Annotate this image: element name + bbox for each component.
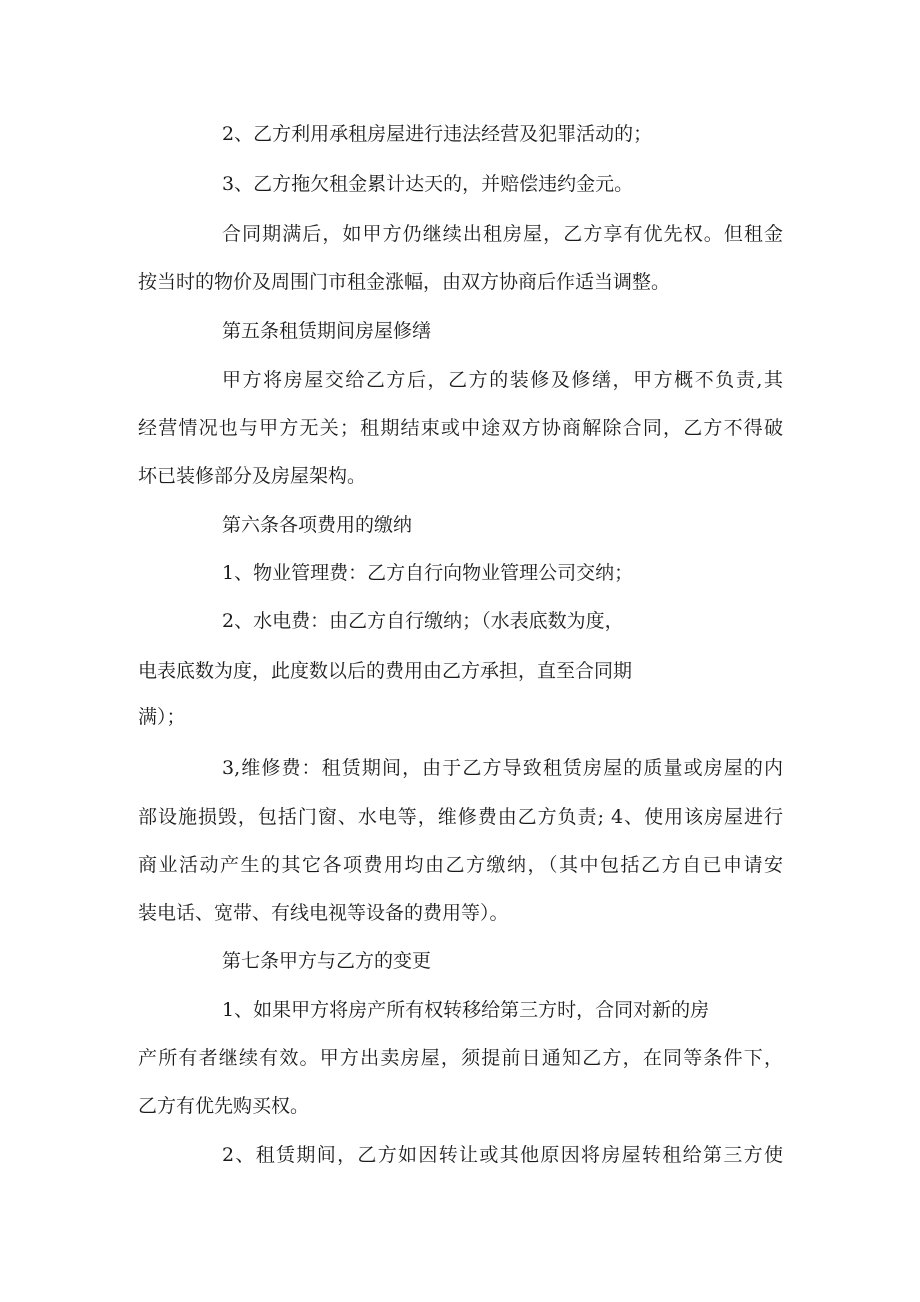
clause-item-2-illegal-use: 2、乙方利用承租房屋进行违法经营及犯罪活动的； <box>222 123 653 145</box>
clause-item-3-rent-arrears: 3、乙方拖欠租金累计达天的，并赔偿违约金元。 <box>222 173 634 195</box>
clause-item-2-utilities-line-1: 2、水电费：由乙方自行缴纳；（水表底数为度， <box>222 610 624 632</box>
clause-item-1-ownership-transfer-line-1: 1、如果甲方将房产所有权转移给第三方时，合同对新的房 <box>222 999 710 1021</box>
clause-item-1-property-fee: 1、物业管理费：乙方自行向物业管理公司交纳； <box>222 562 634 584</box>
paragraph-renewal-line-2: 按当时的物价及周围门市租金涨幅，由双方协商后作适当调整。 <box>138 271 671 293</box>
section-heading-article-6: 第六条各项费用的缴纳 <box>222 514 413 536</box>
clause-item-3-maintenance-line-1: 3,维修费：租赁期间，由于乙方导致租赁房屋的质量或房屋的内 <box>222 757 783 779</box>
paragraph-repair-line-3: 坏已装修部分及房屋架构。 <box>138 465 367 487</box>
clause-item-2-sublease-line-1: 2、租赁期间，乙方如因转让或其他原因将房屋转租给第三方使 <box>222 1144 783 1166</box>
clause-item-1-ownership-transfer-line-2: 产所有者继续有效。甲方出卖房屋，须提前日通知乙方，在同等条件下， <box>138 1047 783 1069</box>
clause-item-4-other-fees-line-1: 商业活动产生的其它各项费用均由乙方缴纳，（其中包括乙方自已申请安 <box>138 854 783 876</box>
section-heading-article-7: 第七条甲方与乙方的变更 <box>222 950 432 972</box>
clause-item-2-utilities-line-3: 满）； <box>138 706 186 728</box>
clause-item-1-ownership-transfer-line-3: 乙方有优先购买权。 <box>138 1095 310 1117</box>
clause-item-4-other-fees-line-2: 装电话、宽带、有线电视等设备的费用等）。 <box>138 902 509 924</box>
section-heading-article-5: 第五条租赁期间房屋修缮 <box>222 320 432 342</box>
clause-item-2-utilities-line-2: 电表底数为度，此度数以后的费用由乙方承担，直至合同期 <box>138 660 633 682</box>
paragraph-repair-line-2: 经营情况也与甲方无关；租期结束或中途双方协商解除合同，乙方不得破 <box>138 417 783 439</box>
paragraph-repair-line-1: 甲方将房屋交给乙方后，乙方的装修及修缮，甲方概不负责,其 <box>222 369 783 391</box>
paragraph-renewal-line-1: 合同期满后，如甲方仍继续出租房屋，乙方享有优先权。但租金 <box>222 223 783 245</box>
clause-item-3-maintenance-line-2: 部设施损毁，包括门窗、水电等，维修费由乙方负责; 4、使用该房屋进行 <box>138 806 783 828</box>
